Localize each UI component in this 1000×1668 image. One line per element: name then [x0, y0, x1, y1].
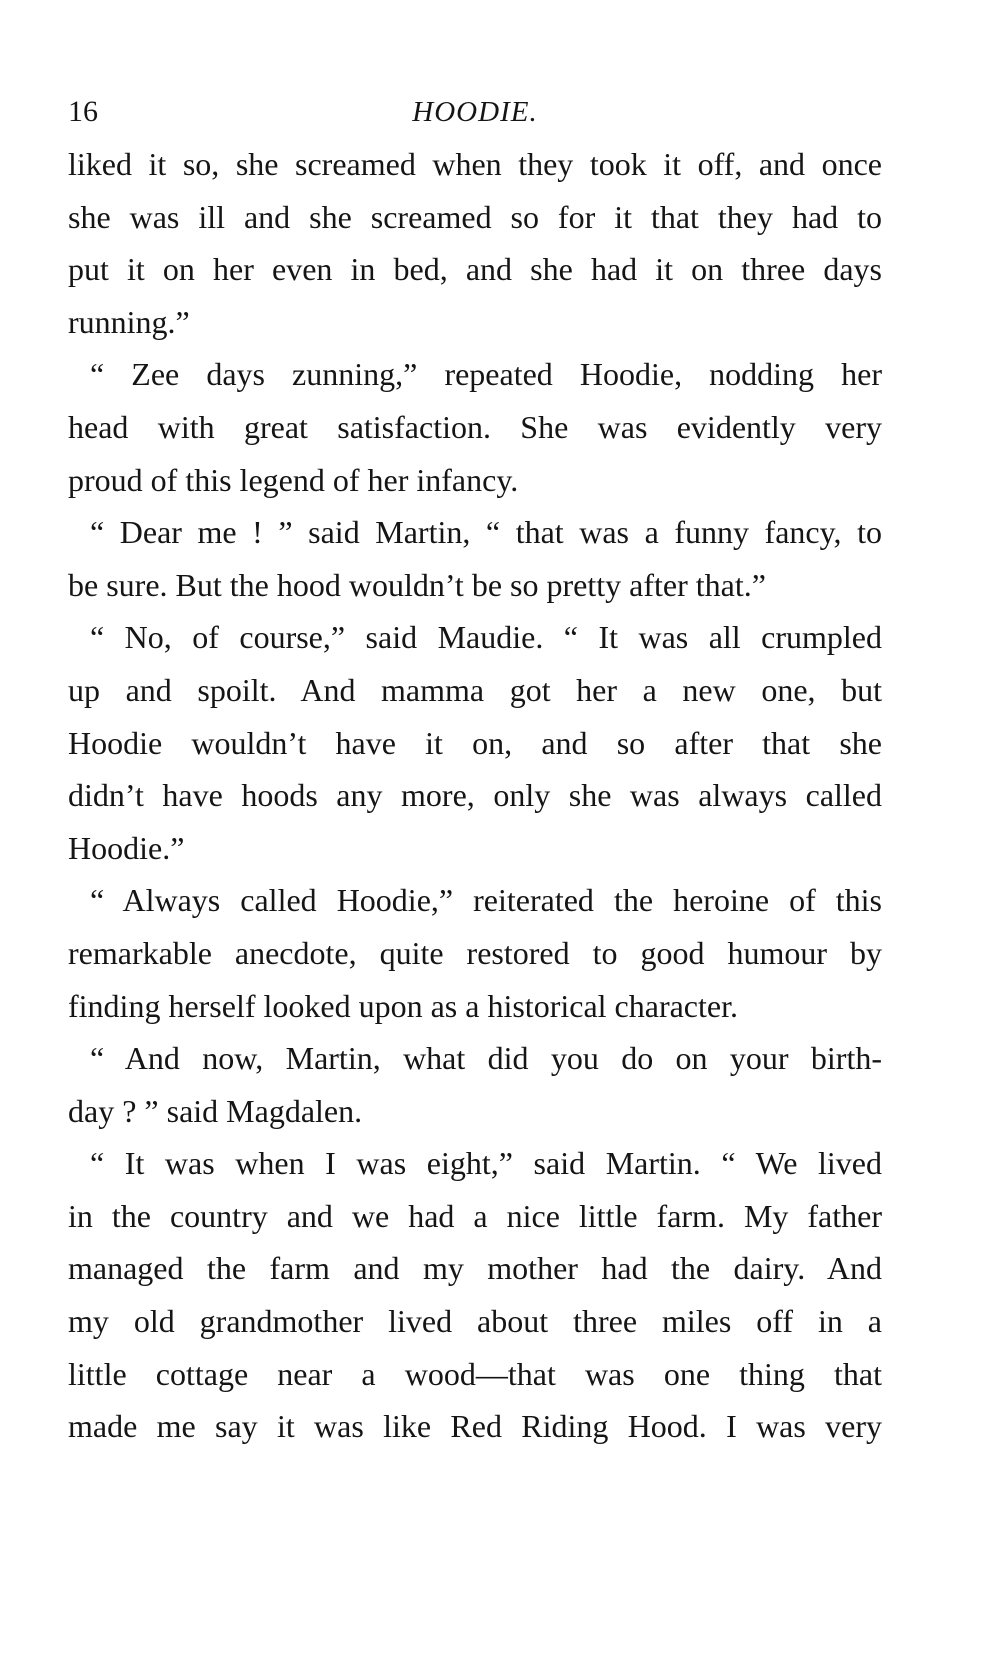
text-line: put it on her even in bed, and she had it on three days	[68, 251, 882, 288]
running-title: HOODIE.	[412, 96, 538, 128]
body-text	[68, 138, 882, 1453]
text-line: little cottage near a wood—that was one thing that	[68, 1355, 882, 1392]
text-line: “ Dear me ! ” said Martin, “ that was a funny fancy, to	[90, 514, 882, 551]
text-line: day ? ” said Magdalen.	[68, 1092, 363, 1129]
page-number: 16	[68, 95, 98, 128]
text-line: managed the farm and my mother had the dairy. And	[68, 1250, 882, 1287]
text-line: Hoodie.”	[68, 829, 185, 866]
text-line: Hoodie wouldn’t have it on, and so after that she	[68, 724, 882, 761]
text-line: finding herself looked upon as a historical character.	[68, 987, 738, 1024]
text-line: didn’t have hoods any more, only she was always called	[68, 777, 882, 814]
text-line: “ And now, Martin, what did you do on your birth-	[90, 1040, 882, 1077]
text-line: she was ill and she screamed so for it that they had to	[68, 198, 882, 235]
text-line: “ It was when I was eight,” said Martin. “ We lived	[90, 1145, 882, 1182]
text-line: “ Always called Hoodie,” reiterated the heroine of this	[90, 882, 882, 919]
text-line: head with great satisfaction. She was evidently very	[68, 408, 882, 445]
text-line: “ No, of course,” said Maudie. “ It was all crumpled	[90, 619, 882, 656]
text-line: running.”	[68, 303, 190, 340]
text-line: remarkable anecdote, quite restored to good humour by	[68, 934, 882, 971]
text-line: made me say it was like Red Riding Hood. I was very	[68, 1408, 882, 1445]
text-line: my old grandmother lived about three miles off in a	[68, 1303, 882, 1340]
text-line: proud of this legend of her infancy.	[68, 461, 519, 498]
text-line: be sure. But the hood wouldn’t be so pretty after that.”	[68, 566, 766, 603]
text-line: up and spoilt. And mamma got her a new one, but	[68, 671, 882, 708]
text-line: “ Zee days zunning,” repeated Hoodie, nodding her	[90, 356, 882, 393]
page-header	[68, 92, 882, 132]
text-line: in the country and we had a nice little farm. My father	[68, 1197, 882, 1234]
text-line: liked it so, she screamed when they took it off, and once	[68, 146, 882, 182]
